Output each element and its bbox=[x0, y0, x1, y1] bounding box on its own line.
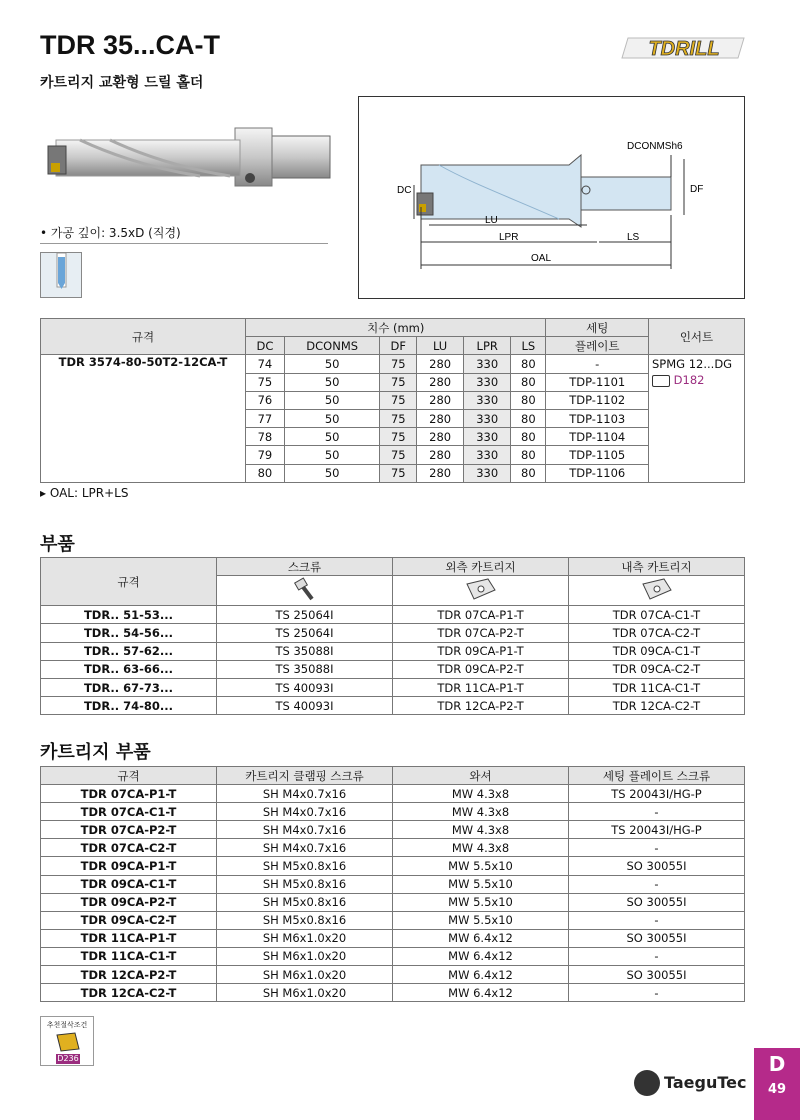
svg-text:TDRILL: TDRILL bbox=[648, 38, 720, 60]
outer-cell: TDR 07CA-P2-T bbox=[393, 624, 569, 642]
washer-cell: MW 4.3x8 bbox=[393, 839, 569, 857]
ls-label: LS bbox=[627, 232, 640, 243]
taegutec-brand: TaeguTec bbox=[664, 1073, 747, 1092]
clamp-cell: SH M6x1.0x20 bbox=[217, 947, 393, 965]
washer-cell: MW 6.4x12 bbox=[393, 966, 569, 984]
cart-spec-cell: TDR 09CA-C2-T bbox=[41, 911, 217, 929]
plate-cell: TDP-1103 bbox=[546, 409, 649, 427]
table-row bbox=[41, 678, 745, 696]
df-cell: 75 bbox=[380, 428, 417, 446]
table-row bbox=[41, 984, 745, 1002]
table-row bbox=[41, 821, 745, 839]
outer-cell: TDR 07CA-P1-T bbox=[393, 606, 569, 624]
dconms-label: DCONMSh6 bbox=[627, 141, 683, 152]
dconms-cell: 50 bbox=[284, 373, 380, 391]
plate-screw-header: 세팅 플레이트 스크류 bbox=[569, 767, 745, 785]
specification-table bbox=[40, 318, 745, 483]
setting-plate-header-l1: 세팅 bbox=[546, 319, 649, 337]
clamp-cell: SH M4x0.7x16 bbox=[217, 839, 393, 857]
ls-cell: 80 bbox=[511, 355, 546, 373]
parts-spec-cell: TDR.. 63-66... bbox=[41, 660, 217, 678]
washer-cell: MW 4.3x8 bbox=[393, 785, 569, 803]
inner-cell: TDR 09CA-C2-T bbox=[569, 660, 745, 678]
book-icon bbox=[652, 375, 670, 387]
df-cell: 75 bbox=[380, 355, 417, 373]
washer-cell: MW 5.5x10 bbox=[393, 911, 569, 929]
outer-cell: TDR 09CA-P2-T bbox=[393, 660, 569, 678]
plate-screw-cell: SO 30055I bbox=[569, 857, 745, 875]
lpr-label: LPR bbox=[499, 232, 519, 243]
washer-cell: MW 5.5x10 bbox=[393, 875, 569, 893]
table-row bbox=[41, 803, 745, 821]
df-cell: 75 bbox=[380, 446, 417, 464]
table-row bbox=[41, 624, 745, 642]
drill-photo bbox=[40, 118, 340, 198]
table-row bbox=[41, 857, 745, 875]
cart-spec-cell: TDR 09CA-P2-T bbox=[41, 893, 217, 911]
col-ls: LS bbox=[511, 337, 546, 355]
plate-screw-cell: TS 20043I/HG-P bbox=[569, 785, 745, 803]
table-row bbox=[41, 697, 745, 715]
table-row bbox=[41, 642, 745, 660]
plate-cell: TDP-1101 bbox=[546, 373, 649, 391]
page-title: TDR 35...CA-T bbox=[40, 30, 221, 60]
lpr-cell: 330 bbox=[464, 391, 511, 409]
outer-cell: TDR 11CA-P1-T bbox=[393, 678, 569, 696]
dc-label: DC bbox=[397, 185, 412, 196]
clamp-cell: SH M4x0.7x16 bbox=[217, 821, 393, 839]
machining-depth-note: • 가공 깊이: 3.5xD (직경) bbox=[40, 226, 181, 240]
plate-cell: TDP-1104 bbox=[546, 428, 649, 446]
insert-ref[interactable] bbox=[652, 373, 741, 387]
table-row bbox=[41, 911, 745, 929]
clamp-cell: SH M5x0.8x16 bbox=[217, 893, 393, 911]
dconms-cell: 50 bbox=[284, 355, 380, 373]
cart-spec-cell: TDR 12CA-C2-T bbox=[41, 984, 217, 1002]
table-row bbox=[41, 839, 745, 857]
screw-cell: TS 40093I bbox=[217, 678, 393, 696]
inner-cartridge-header: 내측 카트리지 bbox=[569, 558, 745, 576]
spec-header: 규격 bbox=[41, 319, 246, 355]
dconms-cell: 50 bbox=[284, 428, 380, 446]
tdrill-logo bbox=[620, 32, 750, 62]
inner-cartridge-icon-cell bbox=[569, 576, 745, 606]
parts-table bbox=[40, 557, 745, 715]
table-row bbox=[41, 947, 745, 965]
lu-cell: 280 bbox=[417, 446, 464, 464]
outer-cartridge-icon-cell bbox=[393, 576, 569, 606]
parts-spec-cell: TDR.. 67-73... bbox=[41, 678, 217, 696]
screw-header: 스크류 bbox=[217, 558, 393, 576]
ls-cell: 80 bbox=[511, 373, 546, 391]
cart-spec-header: 규격 bbox=[41, 767, 217, 785]
parts-section-title: 부품 bbox=[40, 534, 75, 555]
ls-cell: 80 bbox=[511, 446, 546, 464]
section-letter: D bbox=[768, 1052, 786, 1076]
cart-spec-cell: TDR 07CA-C2-T bbox=[41, 839, 217, 857]
cart-spec-cell: TDR 07CA-P2-T bbox=[41, 821, 217, 839]
table-row bbox=[41, 875, 745, 893]
cart-spec-cell: TDR 09CA-C1-T bbox=[41, 875, 217, 893]
divider bbox=[40, 243, 328, 244]
parts-spec-cell: TDR.. 57-62... bbox=[41, 642, 217, 660]
dc-cell: 75 bbox=[246, 373, 285, 391]
screw-cell: TS 35088I bbox=[217, 660, 393, 678]
screw-icon bbox=[292, 577, 318, 601]
washer-cell: MW 4.3x8 bbox=[393, 821, 569, 839]
cart-spec-cell: TDR 07CA-C1-T bbox=[41, 803, 217, 821]
cart-spec-cell: TDR 11CA-P1-T bbox=[41, 929, 217, 947]
oal-note: ▸ OAL: LPR+LS bbox=[40, 486, 129, 500]
insert-code: SPMG 12...DG bbox=[652, 357, 733, 372]
cartridge-parts-section-title: 카트리지 부품 bbox=[40, 742, 151, 763]
lu-cell: 280 bbox=[417, 409, 464, 427]
page-number: 49 bbox=[767, 1082, 787, 1097]
dimensions-header: 치수 (mm) bbox=[246, 319, 546, 337]
screw-cell: TS 40093I bbox=[217, 697, 393, 715]
cartridge-icon bbox=[640, 576, 674, 602]
section-tab bbox=[754, 1048, 800, 1120]
dc-cell: 74 bbox=[246, 355, 285, 373]
outer-cell: TDR 09CA-P1-T bbox=[393, 642, 569, 660]
plate-screw-cell: SO 30055I bbox=[569, 893, 745, 911]
inner-cell: TDR 11CA-C1-T bbox=[569, 678, 745, 696]
technical-drawing bbox=[358, 96, 745, 299]
plate-screw-cell: - bbox=[569, 839, 745, 857]
oal-label: OAL bbox=[531, 253, 552, 264]
washer-cell: MW 6.4x12 bbox=[393, 929, 569, 947]
col-lpr: LPR bbox=[464, 337, 511, 355]
inner-cell: TDR 07CA-C1-T bbox=[569, 606, 745, 624]
cutting-conditions-box[interactable] bbox=[40, 1016, 94, 1066]
plate-cell: - bbox=[546, 355, 649, 373]
parts-spec-cell: TDR.. 54-56... bbox=[41, 624, 217, 642]
plate-screw-cell: TS 20043I/HG-P bbox=[569, 821, 745, 839]
plate-screw-cell: - bbox=[569, 875, 745, 893]
screw-cell: TS 25064I bbox=[217, 606, 393, 624]
table-row bbox=[41, 785, 745, 803]
outer-cartridge-header: 외측 카트리지 bbox=[393, 558, 569, 576]
lpr-cell: 330 bbox=[464, 428, 511, 446]
plate-screw-cell: SO 30055I bbox=[569, 966, 745, 984]
plate-screw-cell: - bbox=[569, 803, 745, 821]
insert-ref-page: D182 bbox=[673, 373, 705, 388]
plate-screw-cell: - bbox=[569, 911, 745, 929]
screw-cell: TS 35088I bbox=[217, 642, 393, 660]
washer-cell: MW 5.5x10 bbox=[393, 893, 569, 911]
lpr-cell: 330 bbox=[464, 409, 511, 427]
ls-cell: 80 bbox=[511, 464, 546, 482]
cart-spec-cell: TDR 07CA-P1-T bbox=[41, 785, 217, 803]
df-cell: 75 bbox=[380, 409, 417, 427]
dconms-cell: 50 bbox=[284, 391, 380, 409]
plate-cell: TDP-1106 bbox=[546, 464, 649, 482]
cartridge-parts-table bbox=[40, 766, 745, 1002]
plate-cell: TDP-1105 bbox=[546, 446, 649, 464]
washer-header: 와셔 bbox=[393, 767, 569, 785]
drilling-depth-icon bbox=[40, 252, 82, 298]
inner-cell: TDR 07CA-C2-T bbox=[569, 624, 745, 642]
table-row bbox=[41, 660, 745, 678]
inner-cell: TDR 12CA-C2-T bbox=[569, 697, 745, 715]
plate-cell: TDP-1102 bbox=[546, 391, 649, 409]
lu-cell: 280 bbox=[417, 355, 464, 373]
screw-cell: TS 25064I bbox=[217, 624, 393, 642]
dc-cell: 79 bbox=[246, 446, 285, 464]
lu-cell: 280 bbox=[417, 391, 464, 409]
parts-spec-cell: TDR.. 74-80... bbox=[41, 697, 217, 715]
clamp-cell: SH M4x0.7x16 bbox=[217, 803, 393, 821]
screw-icon-cell bbox=[217, 576, 393, 606]
page-subtitle: 카트리지 교환형 드릴 홀더 bbox=[40, 75, 204, 91]
setting-plate-header-l2: 플레이트 bbox=[546, 337, 649, 355]
clamp-cell: SH M6x1.0x20 bbox=[217, 966, 393, 984]
cart-spec-cell: TDR 12CA-P2-T bbox=[41, 966, 217, 984]
cartridge-icon bbox=[464, 576, 498, 602]
clamp-cell: SH M5x0.8x16 bbox=[217, 857, 393, 875]
lpr-cell: 330 bbox=[464, 355, 511, 373]
df-cell: 75 bbox=[380, 373, 417, 391]
lpr-cell: 330 bbox=[464, 446, 511, 464]
parts-spec-cell: TDR.. 51-53... bbox=[41, 606, 217, 624]
lpr-cell: 330 bbox=[464, 373, 511, 391]
df-label: DF bbox=[690, 184, 704, 195]
lu-cell: 280 bbox=[417, 428, 464, 446]
plate-screw-cell: SO 30055I bbox=[569, 929, 745, 947]
lu-cell: 280 bbox=[417, 373, 464, 391]
dc-cell: 78 bbox=[246, 428, 285, 446]
clamp-cell: SH M6x1.0x20 bbox=[217, 929, 393, 947]
ls-cell: 80 bbox=[511, 391, 546, 409]
clamp-cell: SH M5x0.8x16 bbox=[217, 911, 393, 929]
taegutec-logo-icon bbox=[634, 1070, 660, 1096]
cutting-conditions-icon bbox=[55, 1031, 81, 1053]
plate-screw-cell: - bbox=[569, 947, 745, 965]
cart-spec-cell: TDR 09CA-P1-T bbox=[41, 857, 217, 875]
cutting-conditions-label: 추천절삭조건 bbox=[46, 1021, 88, 1029]
dc-cell: 77 bbox=[246, 409, 285, 427]
table-row bbox=[41, 355, 745, 373]
washer-cell: MW 5.5x10 bbox=[393, 857, 569, 875]
cart-spec-cell: TDR 11CA-C1-T bbox=[41, 947, 217, 965]
clamp-screw-header: 카트리지 클램핑 스크류 bbox=[217, 767, 393, 785]
df-cell: 75 bbox=[380, 464, 417, 482]
dconms-cell: 50 bbox=[284, 464, 380, 482]
col-lu: LU bbox=[417, 337, 464, 355]
clamp-cell: SH M6x1.0x20 bbox=[217, 984, 393, 1002]
lu-cell: 280 bbox=[417, 464, 464, 482]
washer-cell: MW 6.4x12 bbox=[393, 947, 569, 965]
outer-cell: TDR 12CA-P2-T bbox=[393, 697, 569, 715]
table-row bbox=[41, 606, 745, 624]
insert-header: 인서트 bbox=[649, 319, 745, 355]
dc-cell: 80 bbox=[246, 464, 285, 482]
washer-cell: MW 6.4x12 bbox=[393, 984, 569, 1002]
table-row bbox=[41, 966, 745, 984]
table-row bbox=[41, 929, 745, 947]
clamp-cell: SH M4x0.7x16 bbox=[217, 785, 393, 803]
dconms-cell: 50 bbox=[284, 446, 380, 464]
lu-label: LU bbox=[485, 215, 498, 226]
dc-cell: 76 bbox=[246, 391, 285, 409]
col-df: DF bbox=[380, 337, 417, 355]
col-dc: DC bbox=[246, 337, 285, 355]
df-cell: 75 bbox=[380, 391, 417, 409]
plate-screw-cell: - bbox=[569, 984, 745, 1002]
inner-cell: TDR 09CA-C1-T bbox=[569, 642, 745, 660]
ls-cell: 80 bbox=[511, 428, 546, 446]
cutting-conditions-ref: D236 bbox=[57, 1054, 79, 1063]
washer-cell: MW 4.3x8 bbox=[393, 803, 569, 821]
table-row bbox=[41, 893, 745, 911]
ls-cell: 80 bbox=[511, 409, 546, 427]
clamp-cell: SH M5x0.8x16 bbox=[217, 875, 393, 893]
col-dconms: DCONMS bbox=[284, 337, 380, 355]
insert-cell bbox=[649, 355, 745, 482]
designation-cell: TDR 3574-80-50T2-12CA-T bbox=[41, 355, 246, 482]
parts-spec-header: 규격 bbox=[41, 558, 217, 606]
dconms-cell: 50 bbox=[284, 409, 380, 427]
lpr-cell: 330 bbox=[464, 464, 511, 482]
